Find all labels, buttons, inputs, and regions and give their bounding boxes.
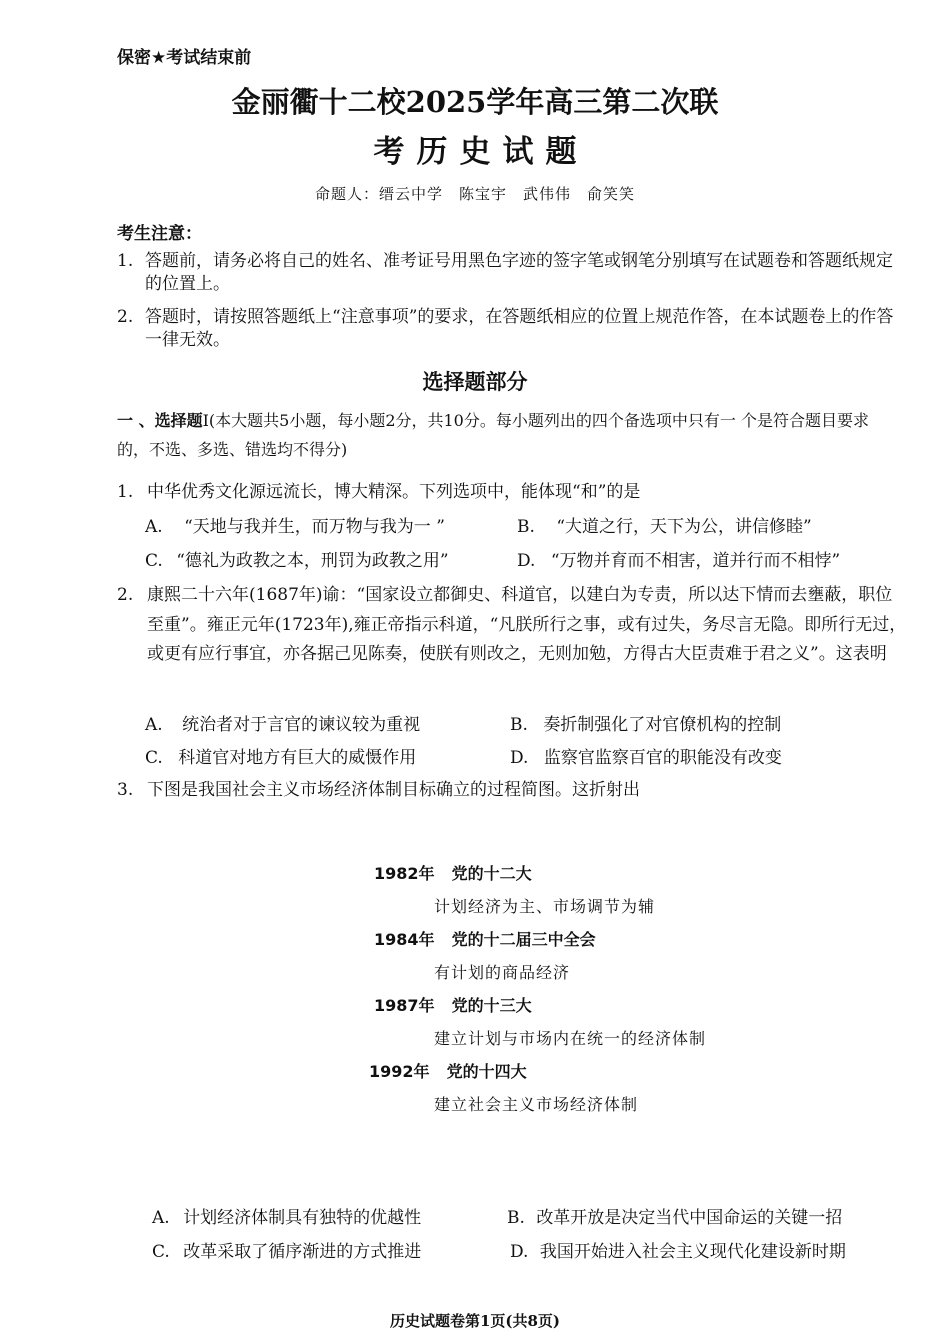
option-label: C. (152, 1242, 170, 1262)
page-footer: 历史试题卷第1页(共8页) (389, 1312, 561, 1330)
option-d[interactable] (517, 546, 840, 571)
option-label: B. (507, 1208, 525, 1228)
option-text: 统治者对于言官的谏议较为重视 (182, 715, 421, 735)
option-label: C. (145, 748, 163, 768)
timeline-event: 党的十三大 (451, 996, 532, 1015)
option-d[interactable] (510, 1237, 846, 1262)
timeline-entry (374, 927, 596, 950)
section-instructions (117, 406, 897, 464)
notice-item (117, 250, 897, 296)
question-number: 3. (117, 780, 134, 800)
question-stem: 康熙二十六年(1687年)谕：“国家设立都御史、科道官，以建白为专责，所以达下情而去壅蔽，职位至重”。雍正元年(1723年),雍正帝指示科道，“凡朕所行之事，或有过失，务尽言无隐。即所行无过，或更有应行事宜，亦各据己见陈奏，使朕有则改之，无则加勉，方得古大臣责难于君之义”。这表明 (147, 585, 907, 664)
option-label: C. (145, 551, 163, 571)
timeline-event: 党的十二大 (451, 864, 532, 883)
option-label: D. (510, 1242, 529, 1262)
option-a[interactable] (145, 710, 420, 735)
timeline-description: 建立计划与市场内在统一的经济体制 (434, 1029, 707, 1048)
section-title: 选择题部分 (422, 370, 528, 394)
notice-item-text: 答题前，请务必将自己的姓名、准考证号用黑色字迹的签字笔或钢笔分别填写在试题卷和答题纸规定的位置上。 (145, 251, 893, 294)
option-label: D. (510, 748, 529, 768)
option-b[interactable] (517, 512, 812, 537)
instructions-text: Ⅰ(本大题共5小题，每小题2分，共10分。每小题列出的四个备选项中只有一 个是符合题目要求的，不选、多选、错选均不得分) (117, 411, 869, 459)
instructions-label: 一 、选择题 (117, 411, 203, 430)
option-text: “万物并育而不相害，道并行而不相悖” (550, 551, 841, 571)
option-label: D. (517, 551, 536, 571)
timeline-description: 有计划的商品经济 (434, 963, 571, 982)
confidential-label: 保密★考试结束前 (117, 48, 252, 68)
option-c[interactable] (145, 743, 416, 768)
option-text: “大道之行，天下为公，讲信修睦” (556, 517, 812, 537)
timeline-description: 计划经济为主、市场调节为辅 (434, 897, 656, 916)
question-1 (117, 478, 907, 508)
timeline-year: 1984年 (374, 930, 435, 949)
option-text: 奏折制强化了对官僚机构的控制 (543, 715, 782, 735)
option-text: 我国开始进入社会主义现代化建设新时期 (539, 1242, 846, 1262)
timeline-year: 1982年 (374, 864, 435, 883)
question-number: 2. (117, 585, 134, 605)
option-a[interactable] (145, 512, 445, 537)
option-text: “天地与我并生，而万物与我为一 ” (184, 517, 445, 537)
timeline-description: 建立社会主义市场经济体制 (434, 1095, 639, 1114)
question-number: 1. (117, 482, 134, 502)
option-text: 科道官对地方有巨大的威慑作用 (178, 748, 417, 768)
option-text: 改革采取了循序渐进的方式推进 (183, 1242, 422, 1262)
option-c[interactable] (152, 1237, 421, 1262)
option-label: B. (510, 715, 528, 735)
question-stem: 中华优秀文化源远流长，博大精深。下列选项中，能体现“和”的是 (147, 482, 641, 502)
timeline-year: 1987年 (374, 996, 435, 1015)
option-c[interactable] (145, 546, 449, 571)
question-stem: 下图是我国社会主义市场经济体制目标确立的过程简图。这折射出 (147, 780, 640, 800)
option-b[interactable] (510, 710, 781, 735)
option-a[interactable] (152, 1203, 421, 1228)
authors-line: 命题人：缙云中学 陈宝宇 武伟伟 俞笑笑 (314, 185, 635, 203)
option-label: A. (152, 1208, 170, 1228)
question-3 (117, 776, 907, 806)
option-label: A. (145, 715, 163, 735)
option-b[interactable] (507, 1203, 842, 1228)
notice-item-text: 答题时，请按照答题纸上“注意事项”的要求，在答题纸相应的位置上规范作答，在本试题卷上的作答一律无效。 (145, 307, 894, 350)
option-text: 改革开放是决定当代中国命运的关键一招 (536, 1208, 843, 1228)
notice-item-number: 1. (117, 251, 134, 271)
notice-item-number: 2. (117, 307, 134, 327)
option-text: “德礼为政教之本，刑罚为政教之用” (176, 551, 449, 571)
option-d[interactable] (510, 743, 782, 768)
option-label: A. (145, 517, 163, 537)
option-text: 计划经济体制具有独特的优越性 (183, 1208, 422, 1228)
notice-heading: 考生注意： (117, 224, 202, 244)
exam-title-line2: 考历史试题 (373, 134, 589, 170)
timeline-entry (369, 1059, 527, 1082)
option-text: 监察官监察百官的职能没有改变 (543, 748, 782, 768)
exam-title-line1: 金丽衢十二校2025学年高三第二次联 (231, 85, 719, 119)
timeline-entry (374, 861, 532, 884)
timeline-year: 1992年 (369, 1062, 430, 1081)
question-2 (117, 581, 907, 670)
timeline-event: 党的十二届三中全会 (451, 930, 596, 949)
timeline-entry (374, 993, 532, 1016)
timeline-event: 党的十四大 (446, 1062, 527, 1081)
option-label: B. (517, 517, 535, 537)
notice-item (117, 306, 897, 352)
